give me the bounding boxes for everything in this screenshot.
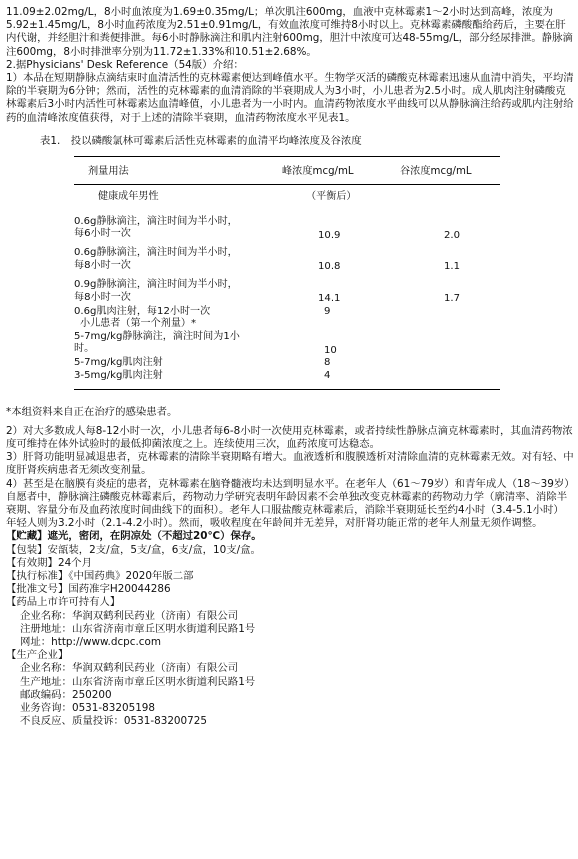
manufacturer-phone: 业务咨询：0531-83205198 <box>20 702 156 715</box>
cell-trough <box>384 357 500 370</box>
cell-peak: 10.8 <box>318 261 341 273</box>
header-dose: 剂量用法 <box>88 166 129 178</box>
manufacturer-title: 【生产企业】 <box>6 649 69 662</box>
cell-peak: 10.9 <box>318 229 341 241</box>
storage-section: 【贮藏】遮光，密闭，在阴凉处（不超过20℃）保存。 <box>6 530 262 543</box>
table-row <box>74 306 500 319</box>
pk-paragraph-4: 3）肝肾功能明显减退患者，克林霉素的清除半衰期略有增大。血液透析和腹膜透析对清除血清的克林霉素无效。对有轻、中度肝肾疾病患者无须改变剂量。 <box>6 451 574 477</box>
manufacturer-complaint: 不良反应、质量投诉：0531-83200725 <box>20 715 207 728</box>
cell-peak: 14.1 <box>318 293 341 305</box>
cell-dose: 0.6g肌肉注射，每12小时一次 <box>74 305 211 317</box>
validity-section: 【有效期】24个月 <box>6 556 92 569</box>
holder-address: 注册地址：山东省济南市章丘区明水街道利民路1号 <box>20 622 256 635</box>
manufacturer-postcode: 邮政编码：250200 <box>20 688 112 701</box>
table-row <box>74 318 500 331</box>
cell-dose: 5-7mg/kg肌肉注射 <box>74 357 163 369</box>
cell-trough <box>384 318 500 331</box>
pk-paragraph-1: 11.09±2.02mg/L，8小时血浓度为1.69±0.35mg/L；单次肌注600mg，血液中克林霉素1～2小时达到高峰，浓度为5.92±1.45mg/L，8小时血药浓度为2.51±0.91mg/L，有效血浓度可维持8小时以上。克林霉素磷酸酯给药后，主要在肝内代谢，并经胆汁和粪便排泄。每6小时静脉滴注和肌内注射600mg，胆汁中浓度可达48-55mg/L，部分经尿排泄。静脉滴注600mg，8小时排泄率分别为11.72±1.33%和10.51±2.68%。 <box>6 6 573 58</box>
manufacturer-address: 生产地址：山东省济南市章丘区明水街道利民路1号 <box>20 675 256 688</box>
cell-dose: 小儿患者（第一个剂量）* <box>80 318 197 330</box>
table-footnote: *本组资料来自正在治疗的感染患者。 <box>6 405 178 418</box>
cell-peak: 4 <box>324 369 331 381</box>
cell-trough: 2.0 <box>444 229 461 241</box>
cell-trough <box>384 331 500 358</box>
table-row <box>74 357 500 370</box>
cell-dose: 0.9g静脉滴注，滴注时间为半小时，每8小时一次 <box>74 279 238 303</box>
cell-trough <box>384 306 500 319</box>
standard-section: 【执行标准】《中国药典》2020年版二部 <box>6 570 194 583</box>
table-bottom-rule <box>74 389 500 390</box>
table-row <box>74 216 500 243</box>
table-subheader-row <box>74 185 500 210</box>
holder-name: 企业名称：华润双鹤利民药业（济南）有限公司 <box>20 609 239 622</box>
subheader-empty <box>388 191 500 204</box>
subheader-steady-state: （平衡后） <box>306 191 357 203</box>
package-section: 【包装】安瓿装，2支/盒，5支/盒，6支/盒，10支/盒。 <box>6 543 261 556</box>
table-title: 表1. 投以磷酸氯林可霉素后活性克林霉素的血清平均峰浓度及谷浓度 <box>40 134 362 147</box>
pk-heading-pdr: 2.据Physicians' Desk Reference（54版）介绍： <box>6 58 244 71</box>
leaflet-page <box>6 6 574 728</box>
pk-paragraph-3: 2）对大多数成人每8-12小时一次，小儿患者每6-8小时一次使用克林霉素，或者持续性静脉点滴克林霉素时，其血清药物浓度可维持在体外试验时的最低抑菌浓度之上。连续使用三次，血药浓度可达稳态。 <box>6 424 573 450</box>
cell-dose: 5-7mg/kg静脉滴注，滴注时间为1小时。 <box>74 330 240 355</box>
cell-peak: 10 <box>324 344 337 356</box>
cell-peak: 9 <box>324 305 331 317</box>
table-row <box>74 279 500 306</box>
cell-dose: 3-5mg/kg肌肉注射 <box>74 369 163 381</box>
cell-trough: 1.7 <box>444 293 461 305</box>
pk-paragraph-2: 1）本品在短期静脉点滴结束时血清活性的克林霉素便达到峰值水平。生物学灭活的磷酸克林霉素迅速从血清中消失，平均清除的半衰期为6分钟；然而，活性的克林霉素的血清消除的半衰期成人为3小时，小儿患者为2.5小时。成人肌肉注射磷酸克林霉素后3小时内活性可林霉素达血清峰值，小儿患者为一小时内。血清药物浓度水平曲线可以从静脉滴注给药或肌内注射给药的血清峰浓度值获得，对于上述的清除半衰期，血清药物浓度水平见表1。 <box>6 72 574 124</box>
table-row <box>74 247 500 274</box>
table-row <box>74 370 500 389</box>
cell-dose: 0.6g静脉滴注，滴注时间为半小时，每8小时一次 <box>74 247 238 272</box>
table-header-row <box>74 157 500 184</box>
holder-title: 【药品上市许可持有人】 <box>6 596 121 609</box>
cell-peak: 8 <box>324 357 331 369</box>
cell-trough <box>384 370 500 383</box>
concentration-table <box>74 156 500 390</box>
cell-peak <box>274 318 384 331</box>
pk-paragraph-5: 4）甚至是在脑膜有炎症的患者，克林霉素在脑脊髓液均未达到明显水平。在老年人（61～79岁）和青年成人（18～39岁）自愿者中，静脉滴注磷酸克林霉素后，药物动力学研究表明年龄因素不会单独改变克林霉素的药物动力学（廓清率、消除半衰期、容量分布及血药浓度时间曲线下的面积）。老年人口服盐酸克林霉素后，消除半衰期延长至约4小时（3.4-5.1小时）年轻人则为3.2小时（2.1-4.2小时）。然而，吸收程度在年龄间并无差异，对肝肾功能正常的老年人剂量无须作调整。 <box>6 477 570 530</box>
header-trough: 谷浓度mcg/mL <box>400 166 472 178</box>
holder-url: 网址：http://www.dcpc.com <box>20 636 161 649</box>
manufacturer-name: 企业名称：华润双鹤利民药业（济南）有限公司 <box>20 662 239 675</box>
table-row <box>74 331 500 358</box>
approval-section: 【批准文号】国药准字H20044286 <box>6 583 171 596</box>
cell-dose: 0.6g静脉滴注，滴注时间为半小时，每6小时一次 <box>74 215 238 240</box>
header-peak: 峰浓度mcg/mL <box>282 166 354 178</box>
subheader-adults: 健康成年男性 <box>98 191 159 203</box>
cell-trough: 1.1 <box>444 261 461 273</box>
